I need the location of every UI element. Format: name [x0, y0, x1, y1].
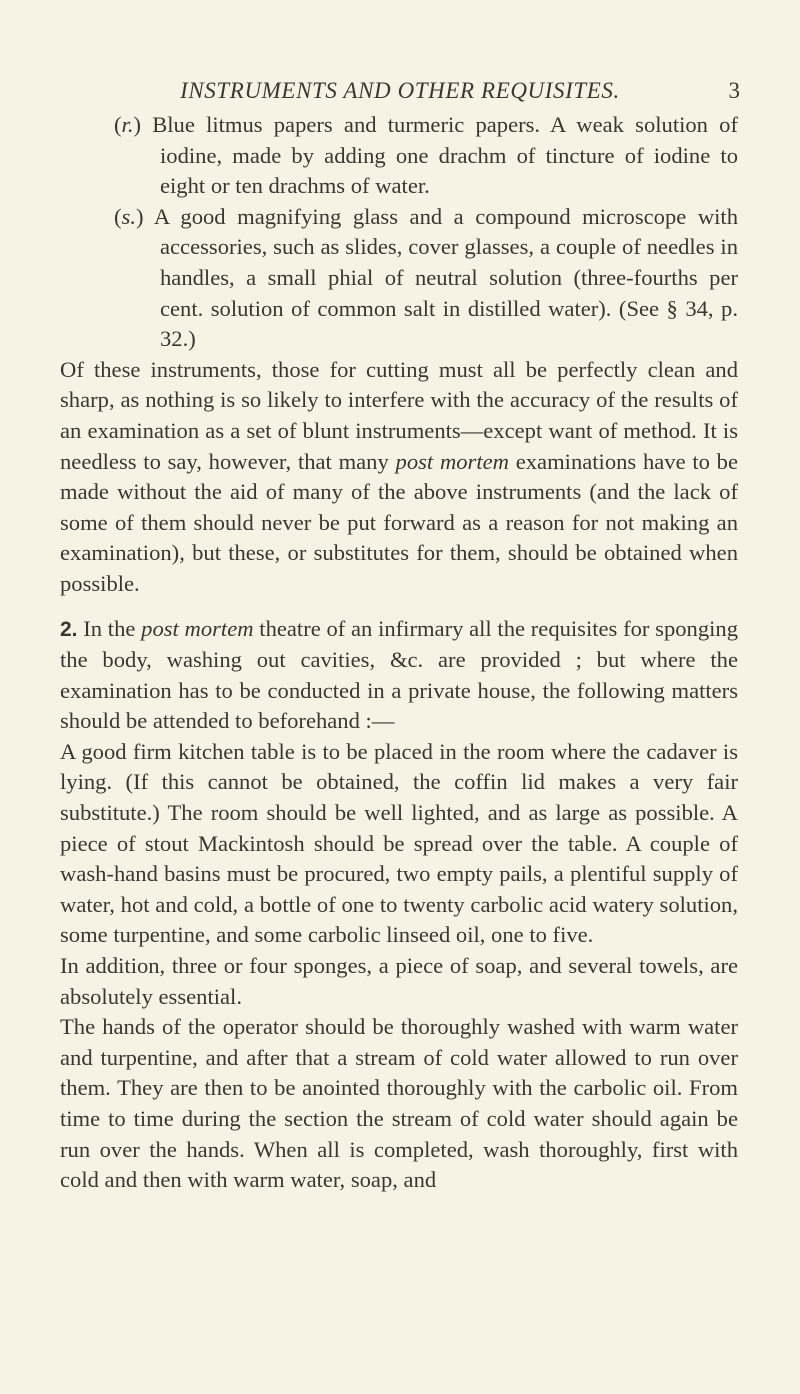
item-label-letter: s. — [121, 203, 136, 229]
item-text: A good magnifying glass and a compound microscope with accessories, such as slides, cover glasses, a couple of needles in handles, a small phial of neutral solution (three-fourths per cent. solution of common salt in distilled water). (See § 34, p. 32.) — [153, 203, 738, 352]
page-number: 3 — [728, 78, 740, 103]
list-item-r — [60, 110, 738, 202]
item-label-close: ) — [133, 112, 141, 137]
list-item-s — [60, 202, 738, 355]
page-body — [60, 110, 738, 1196]
paragraph-theatre — [60, 614, 738, 737]
paragraph-instruments — [60, 355, 738, 600]
item-text: Blue litmus papers and turmeric papers. A weak solution of iodine, made by adding one drachm of tincture of iodine to eight or ten drachms of water. — [152, 112, 738, 199]
emphasis-post-mortem: post mortem — [395, 448, 509, 474]
item-label-open: ( — [114, 112, 122, 137]
section-number: 2. — [60, 617, 78, 641]
paragraph-sponges: In addition, three or four sponges, a piece of soap, and several towels, are absolutely essential. — [60, 953, 738, 1009]
header-title: INSTRUMENTS AND OTHER REQUISITES. — [180, 78, 620, 103]
item-label-close: ) — [135, 203, 144, 229]
paragraph-text: In the — [83, 615, 136, 641]
item-label-open: ( — [114, 203, 122, 229]
emphasis-post-mortem: post mortem — [141, 615, 254, 641]
paragraph-text: theatre of an infirmary all the requisites for sponging the body, washing out cavities, &c. are provided ; but where the examination has to be conducted in a private house, the following matters should be attended to beforehand :— — [60, 615, 738, 734]
item-label-letter: r. — [121, 112, 134, 137]
running-header — [0, 76, 800, 106]
paragraph-hands: The hands of the operator should be thoroughly washed with warm water and turpentine, and after that a stream of cold water allowed to run over them. They are then to be anointed thoroughly with the carbolic oil. From time to time during the section the stream of cold water should again be run over the hands. When all is completed, wash thoroughly, first with cold and then with warm water, soap, and — [60, 1014, 738, 1193]
paragraph-table: A good firm kitchen table is to be placed in the room where the cadaver is lying. (If this cannot be obtained, the coffin lid makes a very fair substitute.) The room should be well lighted, and as large as possible. A piece of stout Mackintosh should be spread over the table. A couple of wash-hand basins must be procured, two empty pails, a plentiful supply of water, hot and cold, a bottle of one to twenty carbolic acid watery solution, some turpentine, and some carbolic linseed oil, one to five. — [60, 738, 738, 948]
paragraph-text: Of these instruments, those for cutting must all be perfectly clean and sharp, as nothing is so likely to interfere with the accuracy of the results of an examination as a set of blunt instruments—except want of method. It is needless to say, however, that many — [60, 356, 738, 474]
paragraph-text: examinations have to be made without the aid of many of the above instruments (and the lack of some of them should never be put forward as a reason for not making an examination), but these, or substitutes for them, should be obtained when possible. — [60, 448, 739, 596]
